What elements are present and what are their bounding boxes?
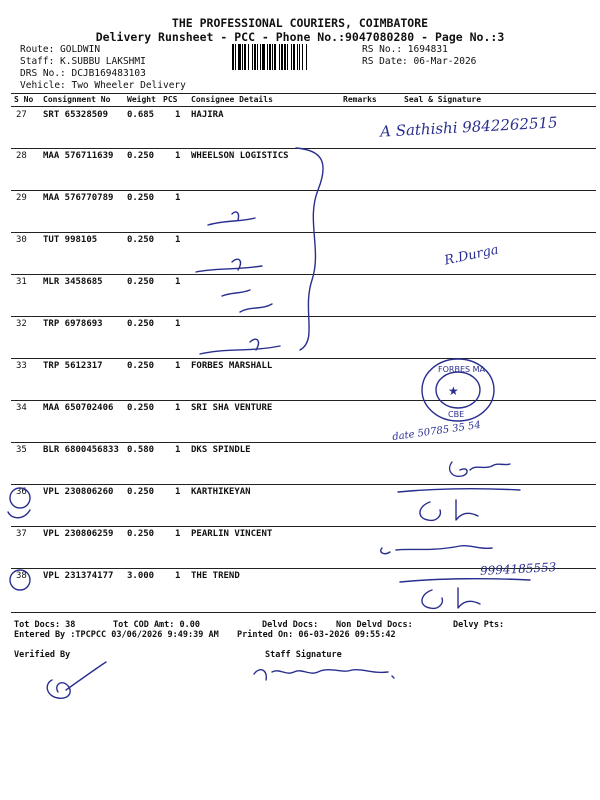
row-consignment: SRT 65328509 xyxy=(43,110,109,120)
row-consignment: BLR 6800456833 xyxy=(43,445,119,455)
signature-row-27: A Sathishi 9842262515 xyxy=(379,113,559,141)
row-pcs: 1 xyxy=(175,277,181,287)
row-weight: 3.000 xyxy=(127,571,155,581)
total-cod-amount: Tot COD Amt: 0.00 xyxy=(113,620,200,630)
row-pcs: 1 xyxy=(175,110,181,120)
row-consignment: VPL 230806260 xyxy=(43,487,114,497)
row-weight: 0.250 xyxy=(127,235,155,245)
row-consignee: SRI SHA VENTURE xyxy=(191,403,273,413)
delivery-points: Delvy Pts: xyxy=(453,620,505,630)
stamp-text-bottom: CBE xyxy=(448,410,465,419)
row-consignee: DKS SPINDLE xyxy=(191,445,251,455)
row-pcs: 1 xyxy=(175,235,181,245)
row-weight: 0.580 xyxy=(127,445,155,455)
row-consignee: WHEELSON LOGISTICS xyxy=(191,151,289,161)
total-docs: Tot Docs: 38 xyxy=(14,620,76,630)
row-consignee: KARTHIKEYAN xyxy=(191,487,251,497)
staff-signature-label: Staff Signature xyxy=(265,650,342,660)
staff: Staff: K.SUBBU LAKSHMI xyxy=(20,56,146,67)
row-consignee: PEARLIN VINCENT xyxy=(191,529,273,539)
row-weight: 0.250 xyxy=(127,403,155,413)
row-pcs: 1 xyxy=(175,445,181,455)
row-sno: 35 xyxy=(16,445,27,455)
row-pcs: 1 xyxy=(175,403,181,413)
vehicle: Vehicle: Two Wheeler Delivery xyxy=(20,80,186,91)
row-weight: 0.250 xyxy=(127,487,155,497)
row-consignment: TUT 998105 xyxy=(43,235,98,245)
row-consignee: THE TREND xyxy=(191,571,240,581)
row-sno: 38 xyxy=(16,571,27,581)
signature-row-34: date 50785 35 54 xyxy=(391,419,482,444)
row-sno: 34 xyxy=(16,403,27,413)
row-sno: 32 xyxy=(16,319,27,329)
row-sno: 27 xyxy=(16,110,27,120)
signature-row-30: R.Durga xyxy=(443,242,500,269)
row-pcs: 1 xyxy=(175,193,181,203)
drs-number: DRS No.: DCJB169483103 xyxy=(20,68,146,79)
row-weight: 0.250 xyxy=(127,151,155,161)
row-pcs: 1 xyxy=(175,151,181,161)
delivered-docs: Delvd Docs: xyxy=(262,620,319,630)
non-delivered-docs: Non Delvd Docs: xyxy=(336,620,413,630)
row-sno: 28 xyxy=(16,151,27,161)
row-sno: 30 xyxy=(16,235,27,245)
company-name: THE PROFESSIONAL COURIERS, COIMBATORE xyxy=(171,16,429,30)
row-sno: 33 xyxy=(16,361,27,371)
row-consignment: MLR 3458685 xyxy=(43,277,103,287)
row-consignment: MAA 576711639 xyxy=(43,151,114,161)
row-sno: 37 xyxy=(16,529,27,539)
row-sno: 31 xyxy=(16,277,27,287)
col-weight: Weight xyxy=(127,95,156,104)
row-weight: 0.685 xyxy=(127,110,155,120)
row-weight: 0.250 xyxy=(127,361,155,371)
row-pcs: 1 xyxy=(175,361,181,371)
row-pcs: 1 xyxy=(175,487,181,497)
entered-by: Entered By :TPCPCC 03/06/2026 9:49:39 AM xyxy=(14,630,219,640)
row-pcs: 1 xyxy=(175,571,181,581)
row-weight: 0.250 xyxy=(127,319,155,329)
rs-date: RS Date: 06-Mar-2026 xyxy=(362,56,477,67)
row-sno: 36 xyxy=(16,487,27,497)
phone-row-37: 9994185553 xyxy=(479,560,557,578)
row-consignment: MAA 576770789 xyxy=(43,193,114,203)
row-consignment: VPL 231374177 xyxy=(43,571,114,581)
runsheet-title: Delivery Runsheet - PCC - Phone No.:9047080280 - Page No.:3 xyxy=(95,30,505,44)
stamp-text-top: FORBES MA xyxy=(438,365,485,374)
col-sno: S No xyxy=(14,95,34,104)
col-pcs: PCS xyxy=(163,95,178,104)
row-consignment: VPL 230806259 xyxy=(43,529,114,539)
col-remarks: Remarks xyxy=(343,95,377,104)
route: Route: GOLDWIN xyxy=(20,44,101,55)
printed-on: Printed On: 06-03-2026 09:55:42 xyxy=(237,630,396,640)
row-weight: 0.250 xyxy=(127,193,155,203)
col-seal-signature: Seal & Signature xyxy=(404,95,482,104)
row-consignment: TRP 6978693 xyxy=(43,319,103,329)
row-consignee: HAJIRA xyxy=(191,110,224,120)
row-pcs: 1 xyxy=(175,319,181,329)
col-consignee: Consignee Details xyxy=(191,95,273,104)
rs-number: RS No.: 1694831 xyxy=(362,44,448,55)
svg-text:★: ★ xyxy=(448,384,459,398)
row-sno: 29 xyxy=(16,193,27,203)
row-consignee: FORBES MARSHALL xyxy=(191,361,273,371)
row-consignment: TRP 5612317 xyxy=(43,361,103,371)
verified-by-label: Verified By xyxy=(14,650,71,660)
row-consignment: MAA 650702406 xyxy=(43,403,114,413)
row-pcs: 1 xyxy=(175,529,181,539)
row-weight: 0.250 xyxy=(127,277,155,287)
row-weight: 0.250 xyxy=(127,529,155,539)
col-consignment: Consignment No xyxy=(43,95,111,104)
